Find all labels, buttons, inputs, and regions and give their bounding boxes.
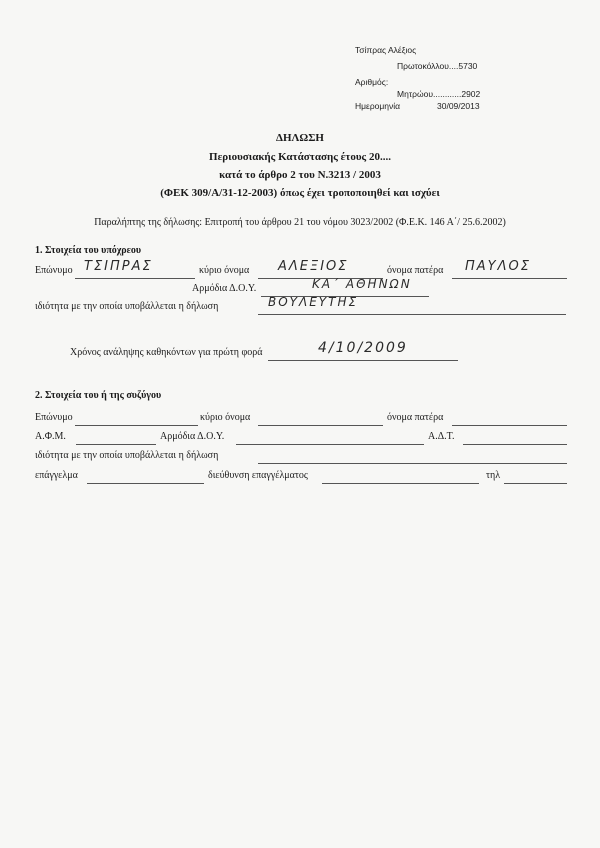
s2-tax-office-label: Αρμόδια Δ.Ο.Υ. — [160, 431, 225, 442]
document-subtitle-1: Περιουσιακής Κατάστασης έτους 20.... — [209, 151, 391, 163]
s2-firstname-field[interactable] — [258, 425, 383, 426]
s1-surname-field[interactable] — [75, 278, 195, 279]
s2-adt-label: Α.Δ.Τ. — [428, 431, 455, 442]
s1-capacity-field[interactable] — [258, 314, 566, 315]
header-protocol: Πρωτοκόλλου....5730 — [397, 61, 478, 71]
s2-phone-field[interactable] — [504, 483, 567, 484]
s1-tax-office-label: Αρμόδια Δ.Ο.Υ. — [192, 283, 257, 294]
document-subtitle-2: κατά το άρθρο 2 του Ν.3213 / 2003 — [219, 169, 381, 181]
s2-capacity-label: ιδιότητα με την οποία υποβάλλεται η δήλωση — [35, 450, 219, 461]
s2-adt-field[interactable] — [463, 444, 567, 445]
s1-firstname-label: κύριο όνομα — [199, 265, 250, 276]
s2-father-label: όνομα πατέρα — [387, 412, 444, 423]
header-date-value: 30/09/2013 — [437, 101, 480, 111]
section2-heading: 2. Στοιχεία του ή της συζύγου — [35, 390, 162, 401]
recipient-line: Παραλήπτης της δήλωσης: Επιτροπή του άρθρου 21 του νόμου 3023/2002 (Φ.Ε.Κ. 146 Α΄/ 25.6.2002) — [94, 217, 506, 228]
header-registry: Μητρώου............2902 — [397, 89, 481, 99]
s1-capacity-value: ΒΟΥΛΕΥΤΗΣ — [268, 295, 359, 309]
s1-capacity-label: ιδιότητα με την οποία υποβάλλεται η δήλωση — [35, 301, 219, 312]
s1-surname-label: Επώνυμο — [35, 265, 73, 276]
s2-afm-label: Α.Φ.Μ. — [35, 431, 66, 442]
s2-profession-label: επάγγελμα — [35, 470, 78, 481]
s2-address-field[interactable] — [322, 483, 479, 484]
section1-heading: 1. Στοιχεία του υπόχρεου — [35, 245, 142, 256]
s2-address-label: διεύθυνση επαγγέλματος — [208, 470, 308, 481]
header-name: Τσίπρας Αλέξιος — [355, 45, 417, 55]
s1-surname-value: ΤΣΙΠΡΑΣ — [84, 259, 153, 274]
s2-phone-label: τηλ — [486, 470, 501, 481]
s1-father-field[interactable] — [452, 278, 567, 279]
s2-firstname-label: κύριο όνομα — [200, 412, 251, 423]
document-subtitle-3: (ΦΕΚ 309/Α/31-12-2003) όπως έχει τροποποιηθεί και ισχύει — [160, 187, 440, 199]
s1-year-label: Χρόνος ανάληψης καθηκόντων για πρώτη φορά — [70, 347, 263, 358]
s2-capacity-field[interactable] — [258, 463, 567, 464]
s2-surname-field[interactable] — [75, 425, 198, 426]
s1-firstname-value: ΑΛΕΞΙΟΣ — [278, 259, 349, 274]
s1-year-value: 4/10/2009 — [318, 340, 408, 356]
s2-surname-label: Επώνυμο — [35, 412, 73, 423]
s1-year-field[interactable] — [268, 360, 458, 361]
header-number-label: Αριθμός: — [355, 77, 389, 87]
s2-profession-field[interactable] — [87, 483, 204, 484]
s1-tax-office-value: ΚΑ΄ ΑΘΗΝΩΝ — [312, 277, 412, 291]
document-title: ΔΗΛΩΣΗ — [276, 132, 324, 144]
s2-father-field[interactable] — [452, 425, 567, 426]
header-date-label: Ημερομηνία — [355, 101, 401, 111]
s2-afm-field[interactable] — [76, 444, 156, 445]
s2-tax-office-field[interactable] — [236, 444, 424, 445]
s1-father-value: ΠΑΥΛΟΣ — [465, 259, 531, 274]
s1-father-label: όνομα πατέρα — [387, 265, 444, 276]
